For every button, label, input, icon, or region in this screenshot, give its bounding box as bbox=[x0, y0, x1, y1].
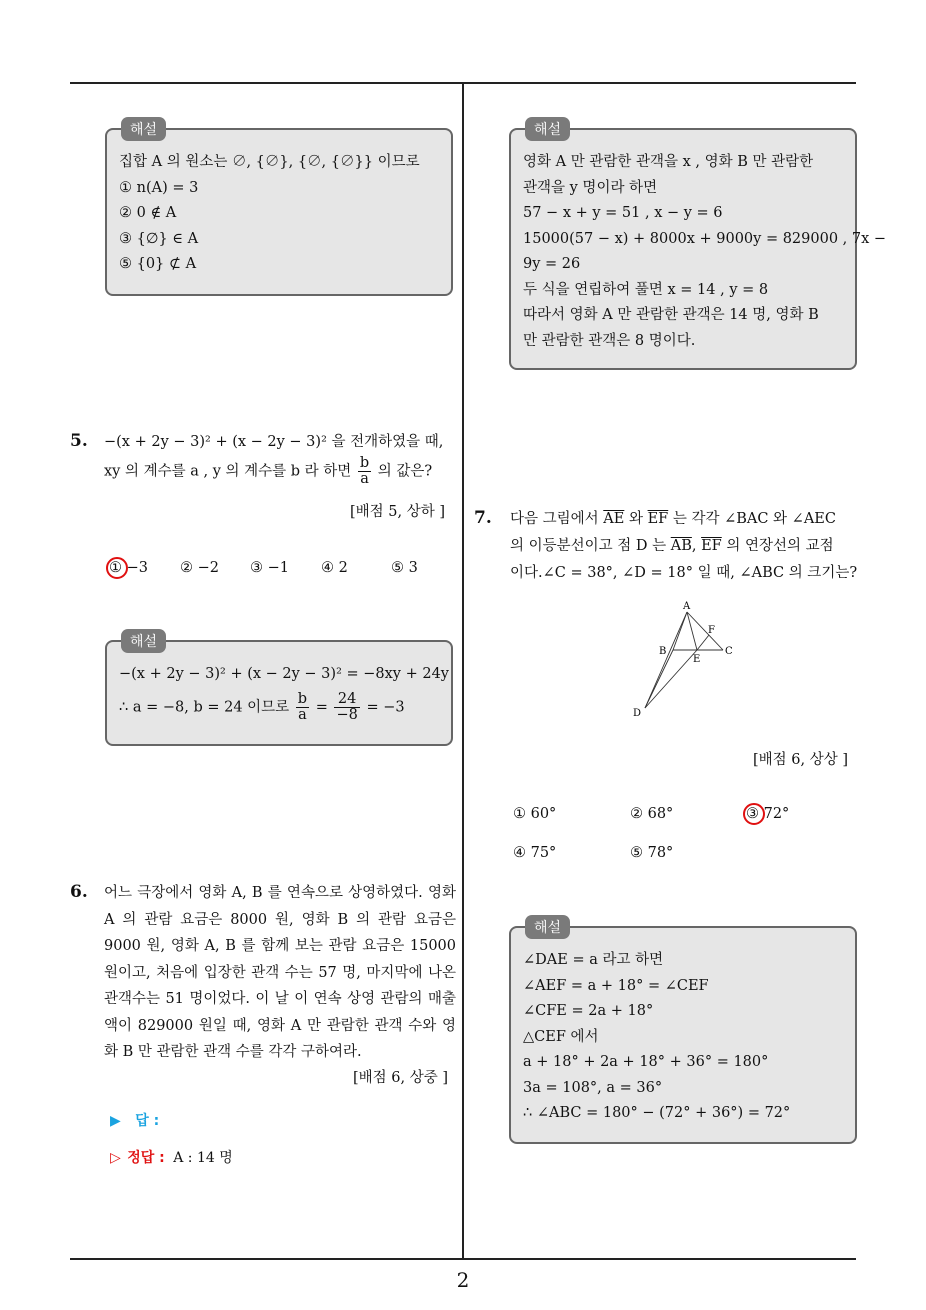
fraction-denominator: a bbox=[360, 470, 369, 487]
solution-line: ∠AEF = a + 18° = ∠CEF bbox=[523, 977, 709, 994]
question-6-text: 어느 극장에서 영화 A, B 를 연속으로 상영하였다. 영화 A 의 관람 요금은 8000 원, 영화 B 의 관람 요금은 9000 원, 영화 A, B 를 함께 보는 관람 요금은 15000 원이고, 처음에 입장한 관객 수는 57 명, 마지막에 나온 관객수는 51 명이었다. 이 날 이 연속 상영 관람의 매출액이 829000 원일 때, 영화 A 만 관람한 관객 수와 영화 B 만 관람한 관객 수를 각각 구하여라. bbox=[104, 885, 456, 1060]
segment-de-line bbox=[645, 650, 697, 708]
question-7-line-1 bbox=[510, 506, 860, 533]
correct-marker-icon: ▷ bbox=[110, 1150, 121, 1166]
segment-ef: $\overline{EF}$ bbox=[647, 511, 669, 527]
correct-label: 정답 : bbox=[127, 1150, 165, 1166]
solution-line: ② 0 ∉ A bbox=[119, 205, 177, 221]
solution-line: ∴ ∠ABC = 180° − (72° + 36°) = 72° bbox=[523, 1105, 791, 1121]
solution-box-q5 bbox=[105, 634, 453, 746]
solution-line: 집합 A 의 원소는 ∅, {∅}, {∅, {∅}} 이므로 bbox=[119, 154, 420, 170]
solution-fraction-2 bbox=[334, 692, 359, 723]
solution-line: a + 18° + 2a + 18° + 36° = 180° bbox=[523, 1054, 769, 1070]
solution-line: 3a = 108°, a = 36° bbox=[523, 1079, 663, 1096]
solution-equals: = bbox=[315, 699, 328, 715]
segment-ab: $\overline{AB}$ bbox=[670, 538, 692, 554]
correct-value: A : 14 명 bbox=[173, 1150, 233, 1166]
choice-3[interactable]: ③ −1 bbox=[250, 560, 289, 576]
label-a: A bbox=[683, 601, 691, 612]
solution-line bbox=[119, 692, 439, 723]
correct-answer-row bbox=[110, 1147, 233, 1167]
choice-2[interactable]: ② 68° bbox=[630, 806, 674, 822]
question-5-text bbox=[104, 429, 460, 487]
q7-text: 다음 그림에서 bbox=[510, 511, 599, 527]
choice-5[interactable]: ⑤ 3 bbox=[391, 560, 418, 576]
answer-label: 답 : bbox=[135, 1113, 160, 1129]
bottom-rule bbox=[70, 1258, 856, 1260]
choice-2[interactable]: ② −2 bbox=[180, 560, 219, 576]
label-f: F bbox=[708, 625, 715, 636]
label-e: E bbox=[693, 654, 701, 665]
question-7-line-3: 이다.∠C = 38°, ∠D = 18° 일 때, ∠ABC 의 크기는? bbox=[510, 565, 858, 581]
question-7-text bbox=[510, 506, 860, 587]
question-7-meta: [배점 6, 상상 ] bbox=[753, 752, 849, 768]
q7-text: 의 연장선의 교점 bbox=[726, 538, 834, 554]
label-b: B bbox=[659, 646, 667, 657]
question-7-number: 7. bbox=[474, 508, 492, 528]
solution-line: 영화 A 만 관람한 관객을 x , 영화 B 만 관람한 bbox=[523, 154, 814, 170]
solution-line: 57 − x + y = 51 , x − y = 6 bbox=[523, 205, 723, 221]
solution-line: 관객을 y 명이라 하면 bbox=[523, 179, 658, 196]
question-5-line-1: −(x + 2y − 3)² + (x − 2y − 3)² 을 전개하였을 때, bbox=[104, 434, 444, 450]
solution-line: △CEF 에서 bbox=[523, 1028, 599, 1045]
label-d: D bbox=[633, 708, 642, 719]
solution-tag: 해설 bbox=[121, 629, 166, 653]
triangle-figure bbox=[625, 598, 745, 720]
q7-text: 는 각각 ∠BAC 와 ∠AEC bbox=[672, 511, 836, 527]
answer-marker-icon: ▶ bbox=[110, 1113, 121, 1129]
solution-line: −(x + 2y − 3)² + (x − 2y − 3)² = −8xy + 24y bbox=[119, 666, 450, 682]
solution-tag: 해설 bbox=[525, 117, 570, 141]
choice-1[interactable]: ① −3 bbox=[109, 560, 148, 576]
solution-line: ∠CFE = 2a + 18° bbox=[523, 1003, 654, 1019]
fraction-numerator: b bbox=[359, 454, 370, 471]
solution-line: ⑤ {0} ⊄ A bbox=[119, 256, 197, 272]
solution-tag: 해설 bbox=[525, 915, 570, 939]
question-6-number: 6. bbox=[70, 882, 88, 902]
solution-text: ∴ a = −8, b = 24 이므로 bbox=[119, 699, 290, 715]
page-number: 2 bbox=[456, 1268, 470, 1292]
answer-row bbox=[110, 1110, 159, 1130]
segment-dav-line bbox=[645, 612, 687, 708]
solution-line: ③ {∅} ∈ A bbox=[119, 230, 199, 247]
solution-box-q6 bbox=[509, 122, 887, 370]
fraction-denominator: −8 bbox=[336, 706, 358, 723]
solution-line: 두 식을 연립하여 풀면 x = 14 , y = 8 bbox=[523, 281, 769, 298]
solution-line: 9y = 26 bbox=[523, 256, 581, 272]
solution-box-set bbox=[105, 122, 453, 296]
segment-ef-2: $\overline{EF}$ bbox=[701, 538, 722, 554]
question-5-line-2b: 의 값은? bbox=[377, 463, 433, 479]
choice-3[interactable]: ③ 72° bbox=[746, 806, 790, 822]
choice-4[interactable]: ④ 2 bbox=[321, 560, 348, 576]
solution-line: 따라서 영화 A 만 관람한 관객은 14 명, 영화 B bbox=[523, 307, 819, 323]
question-6-meta: [배점 6, 상중 ] bbox=[353, 1070, 449, 1086]
solution-line: ∠DAE = a 라고 하면 bbox=[523, 952, 664, 968]
fraction-numerator: b bbox=[297, 690, 308, 707]
fraction-numerator: 24 bbox=[334, 692, 359, 708]
q7-text: 와 bbox=[628, 511, 643, 527]
question-5-fraction bbox=[358, 456, 371, 487]
choice-4[interactable]: ④ 75° bbox=[513, 845, 557, 861]
segment-ae: $\overline{AE}$ bbox=[603, 511, 625, 527]
segment-ef-line bbox=[697, 635, 709, 650]
question-5-line-2a: xy 의 계수를 a , y 의 계수를 b 라 하면 bbox=[104, 463, 352, 479]
column-divider bbox=[462, 84, 464, 1259]
question-7-line-2 bbox=[510, 533, 860, 560]
question-5-number: 5. bbox=[70, 431, 88, 451]
solution-tag: 해설 bbox=[121, 117, 166, 141]
solution-fraction-1 bbox=[296, 692, 309, 723]
question-5-meta: [배점 5, 상하 ] bbox=[350, 504, 446, 520]
solution-line: 만 관람한 관객은 8 명이다. bbox=[523, 332, 696, 349]
q7-text: , bbox=[691, 538, 697, 554]
choice-1[interactable]: ① 60° bbox=[513, 806, 557, 822]
solution-line: ① n(A) = 3 bbox=[119, 179, 199, 196]
solution-line: 15000(57 − x) + 8000x + 9000y = 829000 , 7x − bbox=[523, 230, 887, 247]
question-5-line-2 bbox=[104, 456, 460, 487]
choice-5[interactable]: ⑤ 78° bbox=[630, 845, 674, 861]
q7-text: 의 이등분선이고 점 D 는 bbox=[510, 538, 667, 554]
label-c: C bbox=[725, 646, 733, 657]
solution-result: = −3 bbox=[366, 699, 405, 715]
fraction-denominator: a bbox=[298, 706, 307, 723]
segment-bd-line bbox=[645, 650, 673, 708]
solution-box-q7 bbox=[509, 920, 857, 1144]
